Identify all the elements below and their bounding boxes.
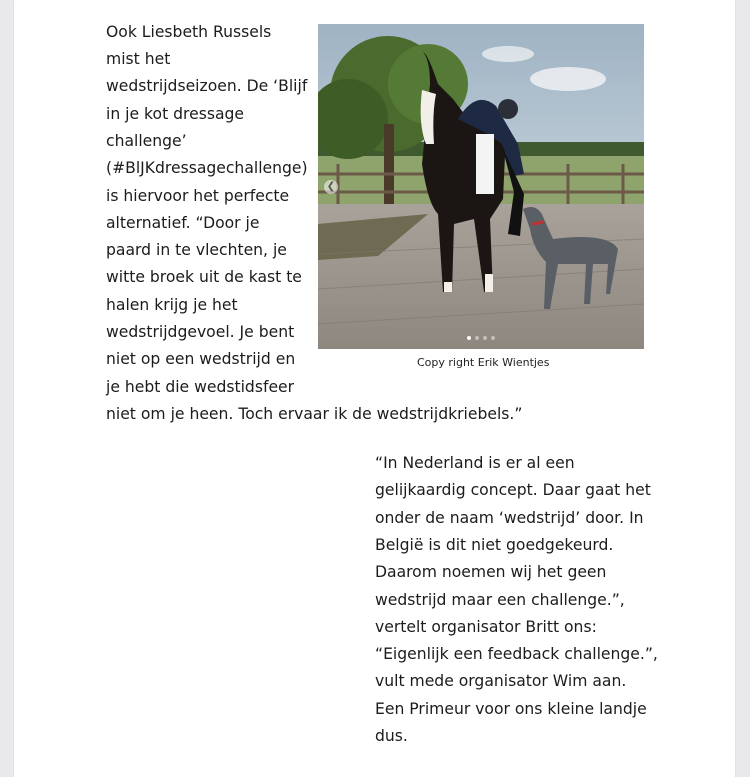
photo-image [318, 24, 644, 349]
carousel-dots [467, 336, 495, 340]
text-line-full: niet om je heen. Toch ervaar ik de wedstrijdkriebels.” [106, 405, 523, 423]
quote-line: wedstrijd maar een challenge.”, [375, 591, 625, 609]
text-line: Ook Liesbeth Russels [106, 23, 272, 41]
quote-line: België is dit niet goedgekeurd. [375, 536, 614, 554]
text-line: wedstrijdgevoel. Je bent [106, 323, 295, 341]
quote-line: vult mede organisator Wim aan. [375, 672, 627, 690]
text-line: je hebt die wedstidsfeer [106, 378, 295, 396]
text-line: wedstrijdseizoen. De ‘Blijf [106, 77, 308, 95]
text-line: halen krijg je het [106, 296, 238, 314]
quote-line: “In Nederland is er al een [375, 454, 575, 472]
quote-line: “Eigenlijk een feedback challenge.”, [375, 645, 658, 663]
quote-line: onder de naam ‘wedstrijd’ door. In [375, 509, 644, 527]
quote-line: Daarom noemen wij het geen [375, 563, 607, 581]
quote-line: Een Primeur voor ons kleine landje [375, 700, 647, 718]
article-page [14, 0, 735, 777]
quote-line: vertelt organisator Britt ons: [375, 618, 597, 636]
text-line: in je kot dressage [106, 105, 244, 123]
text-line: challenge’ [106, 132, 187, 150]
text-line: niet op een wedstrijd en [106, 350, 296, 368]
carousel-dot [491, 336, 495, 340]
photo-caption: Copy right Erik Wientjes [417, 356, 550, 369]
quote-line: gelijkaardig concept. Daar gaat het [375, 481, 651, 499]
text-line: (#BlJKdressagechallenge) [106, 159, 308, 177]
carousel-dot [467, 336, 471, 340]
carousel-dot [475, 336, 479, 340]
text-line: alternatief. “Door je [106, 214, 260, 232]
horse-photo[interactable] [318, 24, 644, 349]
text-line: paard in te vlechten, je [106, 241, 287, 259]
text-line: is hiervoor het perfecte [106, 187, 290, 205]
quote-line: dus. [375, 727, 408, 745]
carousel-dot [483, 336, 487, 340]
chevron-left-icon[interactable]: ❮ [324, 180, 338, 194]
text-line: mist het [106, 50, 171, 68]
text-line: witte broek uit de kast te [106, 268, 302, 286]
